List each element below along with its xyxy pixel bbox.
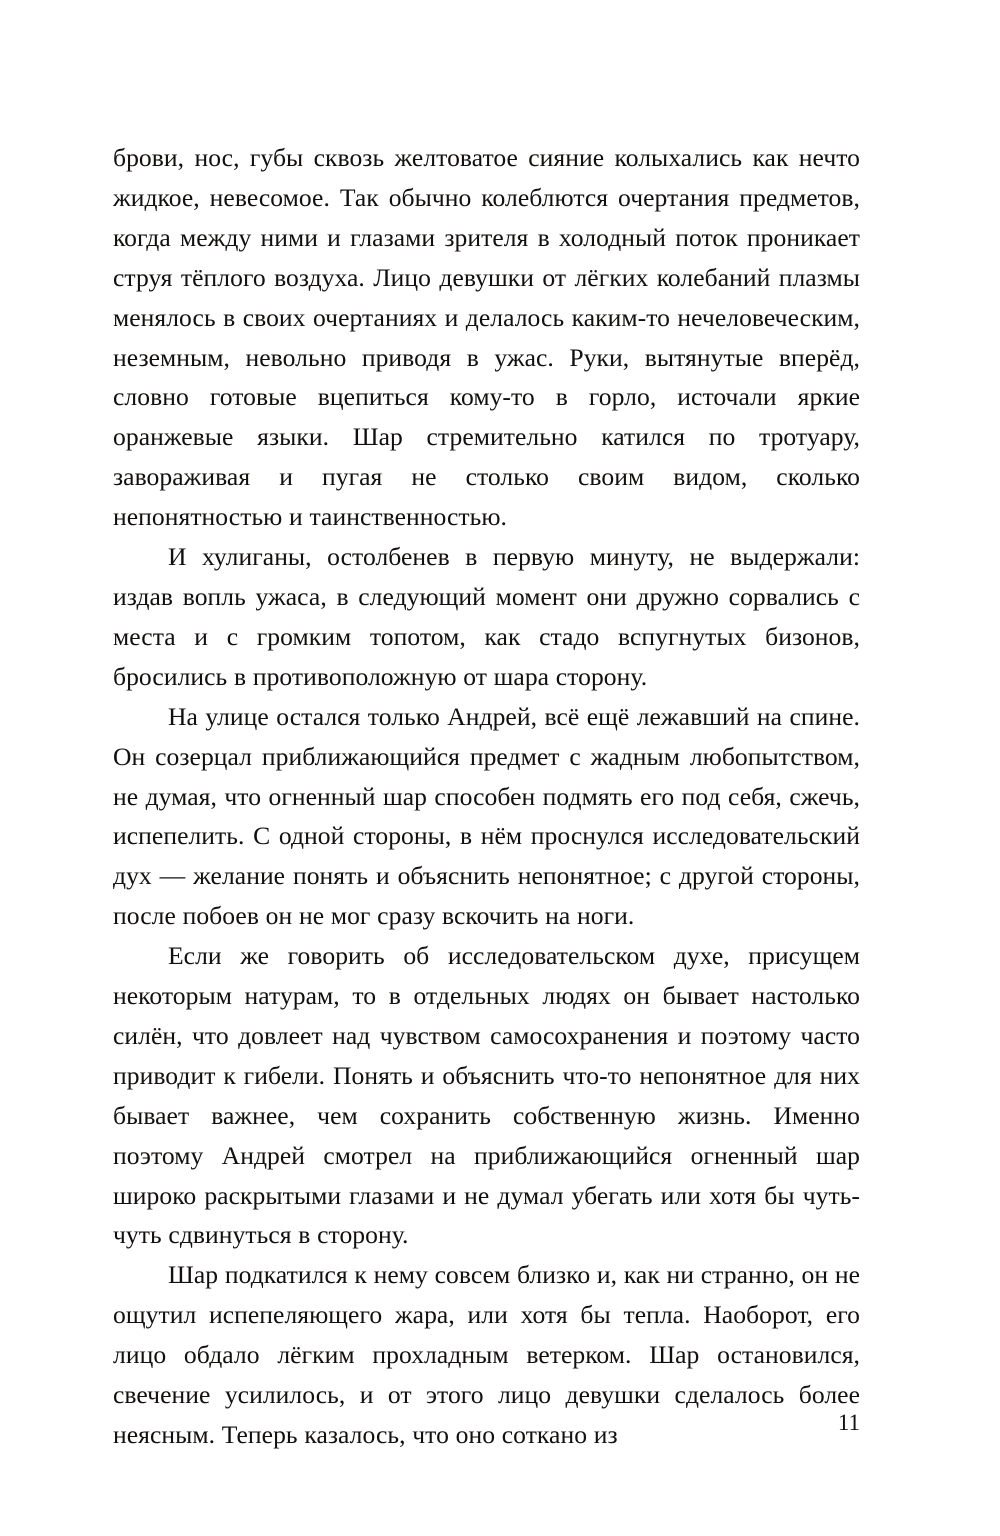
body-paragraph: Если же говорить об исследовательском духе, присущем некоторым натурам, то в отдельных людях он бывает настолько силён, что довлеет над чувством самосохранения и поэтому часто приводит к гибели. Понять и объяснить что-то непонятное для них бывает важнее, чем сохранить собственную жизнь. Именно поэтому Андрей смотрел на приближающийся огненный шар широко раскрытыми глазами и не думал убегать или хотя бы чуть-чуть сдвинуться в сторону. <box>113 941 860 1250</box>
page-text-block <box>113 138 860 1455</box>
body-paragraph: И хулиганы, остолбенев в первую минуту, не выдержали: издав вопль ужаса, в следующий момент они дружно сорвались с места и с громким топотом, как стадо вспугнутых бизонов, бросились в противоположную от шара сторону. <box>113 542 860 691</box>
body-paragraph: брови, нос, губы сквозь желтоватое сияние колыхались как нечто жидкое, невесомое. Так обычно колеблются очертания предметов, когда между ними и глазами зрителя в холодный поток проникает струя тёплого воздуха. Лицо девушки от лёгких колебаний плазмы менялось в своих очертаниях и делалось каким-то нечеловеческим, неземным, невольно приводя в ужас. Руки, вытянутые вперёд, словно готовые вцепиться кому-то в горло, источали яркие оранжевые языки. Шар стремительно катился по тротуару, завораживая и пугая не столько своим видом, сколько непонятностью и таинственностью. <box>113 143 860 532</box>
body-paragraph: Шар подкатился к нему совсем близко и, как ни странно, он не ощутил испепеляющего жара, или хотя бы тепла. Наоборот, его лицо обдало лёгким прохладным ветерком. Шар остановился, свечение усилилось, и от этого лицо девушки сделалось более неясным. Теперь казалось, что оно соткано из <box>113 1260 860 1449</box>
body-paragraph: На улице остался только Андрей, всё ещё лежавший на спине. Он созерцал приближающийся предмет с жадным любопытством, не думая, что огненный шар способен подмять его под себя, сжечь, испепелить. С одной стороны, в нём проснулся исследовательский дух — желание понять и объяснить непонятное; с другой стороны, после побоев он не мог сразу вскочить на ноги. <box>113 701 860 931</box>
page-number: 11 <box>837 1410 860 1435</box>
